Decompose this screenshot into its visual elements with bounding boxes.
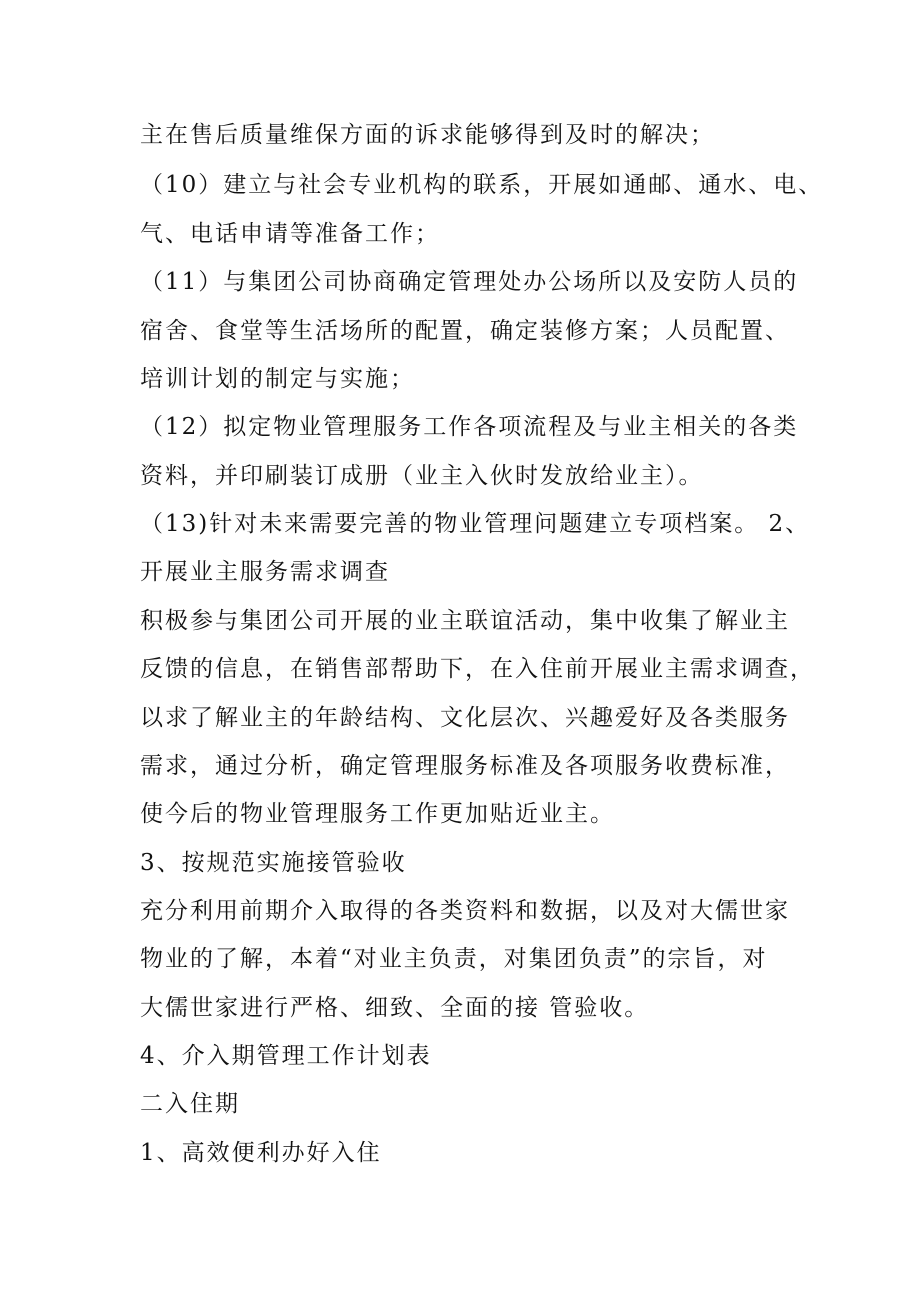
text-line: （10）建立与社会专业机构的联系，开展如通邮、通水、电、	[140, 172, 824, 198]
text-line: 反馈的信息，在销售部帮助下，在入住前开展业主需求调查，	[140, 656, 815, 682]
text-line: （11）与集团公司协商确定管理处办公场所以及安防人员的	[140, 269, 799, 295]
section-heading: 开展业主服务需求调查	[140, 559, 390, 585]
text-line: 气、电话申请等准备工作；	[140, 221, 440, 247]
text-line: 大儒世家进行严格、细致、全面的接 管验收。	[140, 995, 650, 1021]
section-heading: 4、介入期管理工作计划表	[140, 1043, 432, 1069]
text-line: 需求，通过分析，确定管理服务标准及各项服务收费标准，	[140, 753, 790, 779]
text-line: 主在售后质量维保方面的诉求能够得到及时的解决；	[140, 122, 715, 148]
text-line: 使今后的物业管理服务工作更加贴近业主。	[140, 801, 615, 827]
text-line: 培训计划的制定与实施；	[140, 366, 415, 392]
text-line: 宿舍、食堂等生活场所的配置，确定装修方案；人员配置、	[140, 318, 790, 344]
text-line: 资料，并印刷装订成册（业主入伙时发放给业主）。	[140, 463, 704, 489]
section-heading: 1、高效便利办好入住	[140, 1140, 382, 1166]
text-line: 以求了解业主的年龄结构、文化层次、兴趣爱好及各类服务	[140, 705, 790, 731]
text-line: 积极参与集团公司开展的业主联谊活动，集中收集了解业主	[140, 608, 790, 634]
text-line: 物业的了解，本着“对业主负责，对集团负责”的宗旨，对	[140, 946, 768, 972]
text-line: （13)针对未来需要完善的物业管理问题建立专项档案。 2、	[140, 511, 811, 537]
section-heading: 3、按规范实施接管验收	[140, 850, 407, 876]
section-heading: 二入住期	[140, 1091, 240, 1117]
text-line: （12）拟定物业管理服务工作各项流程及与业主相关的各类	[140, 414, 799, 440]
text-line: 充分利用前期介入取得的各类资料和数据，以及对大儒世家	[140, 898, 790, 924]
